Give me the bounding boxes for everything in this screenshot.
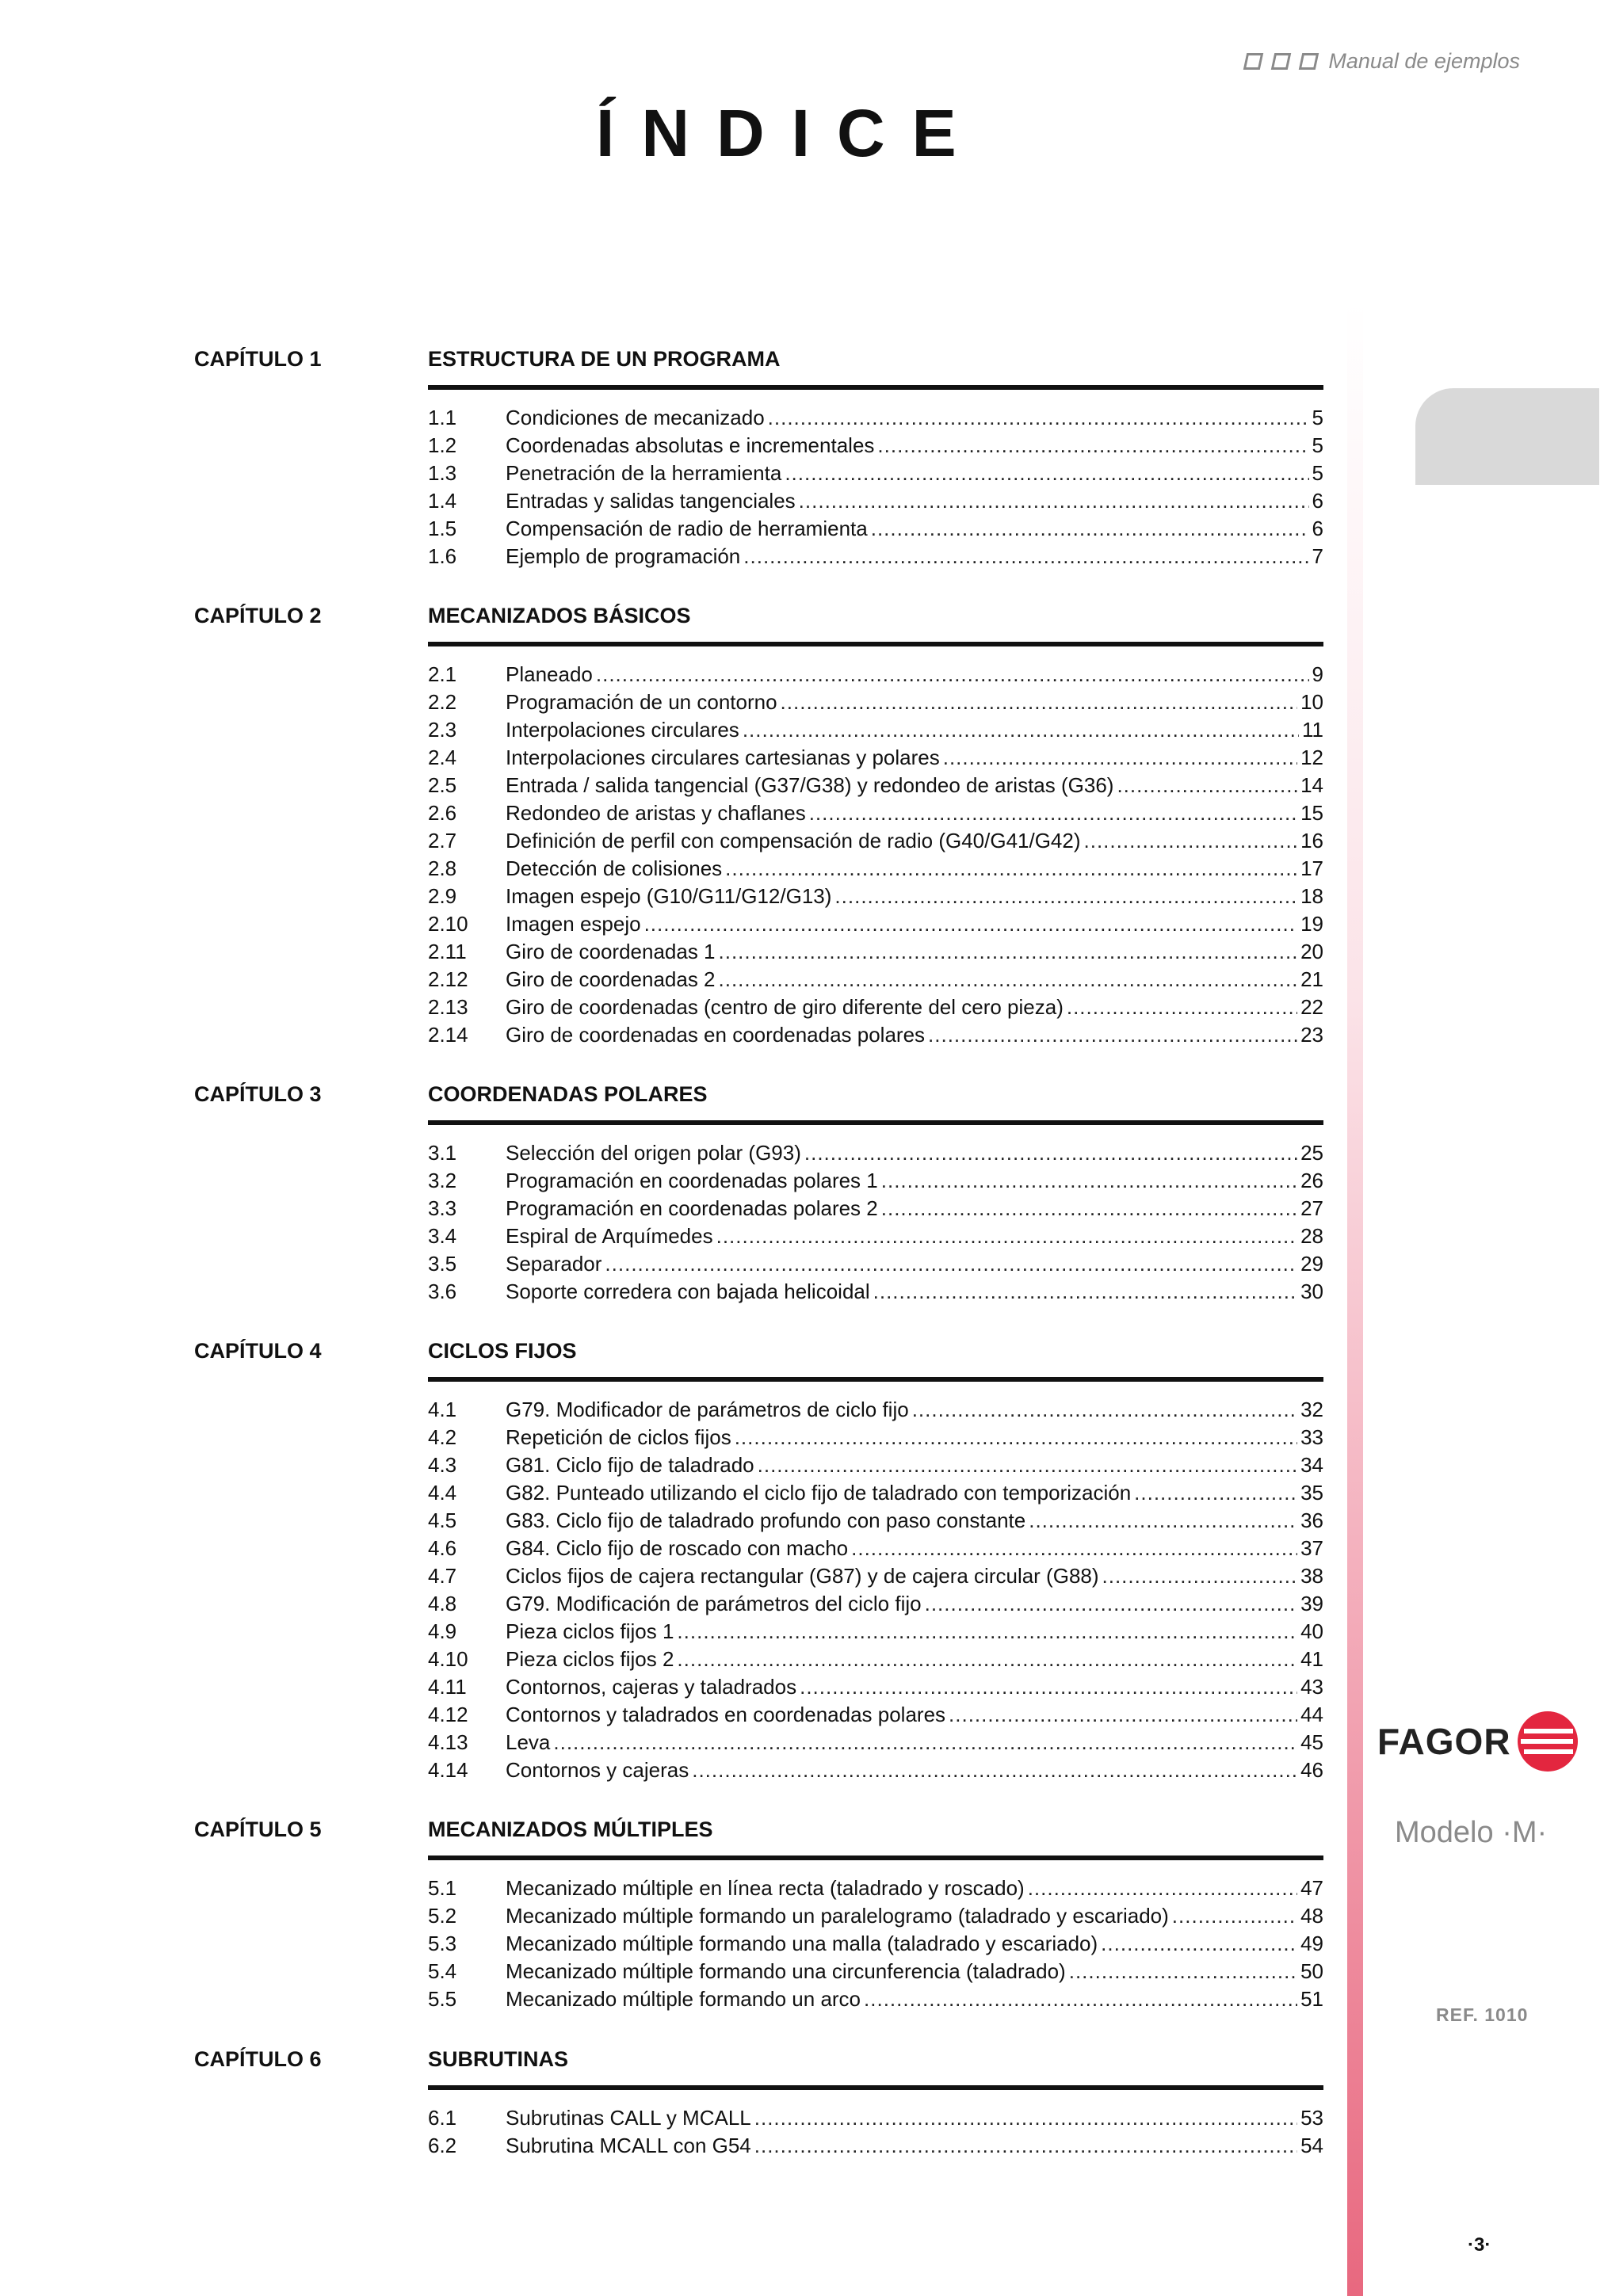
entry-page: 39 <box>1300 1592 1323 1615</box>
entry-title: Separador <box>506 1252 602 1276</box>
square-icon <box>1243 53 1263 70</box>
dot-leader <box>871 515 1309 543</box>
entry-list <box>428 1396 1323 1784</box>
dot-leader <box>1067 994 1297 1021</box>
entry-title: Mecanizado múltiple formando una circunferencia (taladrado) <box>506 1959 1066 1983</box>
entry-page: 14 <box>1300 773 1323 797</box>
entry-title: Giro de coordenadas 2 <box>506 967 716 991</box>
toc-entry[interactable] <box>428 1562 1323 1590</box>
entry-title: Mecanizado múltiple formando un paralelogramo (taladrado y escariado) <box>506 1904 1169 1928</box>
sidebar-gradient-band <box>1347 301 1363 2296</box>
entry-number: 3.6 <box>428 1280 457 1303</box>
toc-entry[interactable] <box>428 1479 1323 1507</box>
entry-page: 6 <box>1312 489 1323 513</box>
dot-leader <box>877 432 1308 460</box>
entry-title: Detección de colisiones <box>506 856 723 880</box>
dot-leader <box>1117 772 1297 799</box>
dot-leader <box>677 1618 1297 1646</box>
entry-page: 50 <box>1300 1959 1323 1983</box>
entry-number: 3.1 <box>428 1141 457 1165</box>
toc-entry[interactable] <box>428 432 1323 460</box>
toc-entry[interactable] <box>428 1507 1323 1535</box>
entry-number: 6.1 <box>428 2106 457 2130</box>
entry-page: 49 <box>1300 1932 1323 1955</box>
entry-page: 44 <box>1300 1703 1323 1726</box>
entry-page: 12 <box>1300 746 1323 769</box>
dot-leader <box>834 883 1297 910</box>
brand-name: FAGOR <box>1377 1721 1511 1762</box>
entry-page: 7 <box>1312 544 1323 568</box>
entry-page: 48 <box>1300 1904 1323 1928</box>
toc-entry[interactable] <box>428 2104 1323 2132</box>
dot-leader <box>873 1278 1297 1306</box>
chapter-label: CAPÍTULO 4 <box>194 1339 322 1363</box>
entry-title: Ciclos fijos de cajera rectangular (G87) y de cajera circular (G88) <box>506 1564 1099 1588</box>
entry-title: Leva <box>506 1730 551 1754</box>
entry-title: Mecanizado múltiple formando un arco <box>506 1987 861 2011</box>
entry-title: Pieza ciclos fijos 1 <box>506 1619 674 1643</box>
page-number: ·3· <box>1468 2234 1491 2256</box>
toc-entry[interactable] <box>428 1424 1323 1451</box>
entry-title: Coordenadas absolutas e incrementales <box>506 433 875 457</box>
entry-title: Pieza ciclos fijos 2 <box>506 1647 674 1671</box>
entry-number: 3.2 <box>428 1169 457 1192</box>
entry-number: 3.5 <box>428 1252 457 1276</box>
entry-page: 9 <box>1312 662 1323 686</box>
entry-number: 4.14 <box>428 1758 468 1782</box>
toc-entry[interactable] <box>428 827 1323 855</box>
entry-title: Imagen espejo <box>506 912 641 936</box>
entry-number: 2.8 <box>428 856 457 880</box>
entry-title: Contornos y taladrados en coordenadas polares <box>506 1703 946 1726</box>
entry-page: 34 <box>1300 1453 1323 1477</box>
entry-number: 2.3 <box>428 718 457 742</box>
dot-leader <box>596 661 1309 688</box>
sidebar-tab <box>1415 388 1599 485</box>
entry-page: 19 <box>1300 912 1323 936</box>
toc-entry[interactable] <box>428 1195 1323 1222</box>
chapter-title: SUBRUTINAS <box>428 2047 569 2071</box>
entry-title: Entrada / salida tangencial (G37/G38) y redondeo de aristas (G36) <box>506 773 1114 797</box>
toc-entry[interactable] <box>428 1902 1323 1930</box>
toc-entry[interactable] <box>428 1278 1323 1306</box>
square-icon <box>1299 53 1319 70</box>
dot-leader <box>799 487 1309 515</box>
entry-number: 4.7 <box>428 1564 457 1588</box>
toc-entry[interactable] <box>428 1451 1323 1479</box>
dot-leader <box>758 1451 1297 1479</box>
manual-header <box>1245 49 1520 74</box>
toc-entry[interactable] <box>428 938 1323 966</box>
entry-title: Redondeo de aristas y chaflanes <box>506 801 806 825</box>
dot-leader <box>754 2132 1297 2160</box>
toc-entry[interactable] <box>428 1618 1323 1646</box>
entry-page: 53 <box>1300 2106 1323 2130</box>
dot-leader <box>743 716 1299 744</box>
entry-list <box>428 1139 1323 1306</box>
entry-page: 54 <box>1300 2134 1323 2157</box>
dot-leader <box>754 2104 1297 2132</box>
entry-title: G79. Modificador de parámetros de ciclo fijo <box>506 1398 909 1421</box>
entry-title: G84. Ciclo fijo de roscado con macho <box>506 1536 849 1560</box>
entry-title: G82. Punteado utilizando el ciclo fijo de taladrado con temporización <box>506 1481 1132 1505</box>
toc-entry[interactable] <box>428 799 1323 827</box>
entry-number: 2.12 <box>428 967 468 991</box>
entry-number: 5.1 <box>428 1876 457 1900</box>
chapter-title: MECANIZADOS BÁSICOS <box>428 604 691 627</box>
entry-title: Giro de coordenadas (centro de giro diferente del cero pieza) <box>506 995 1064 1019</box>
toc-entry[interactable] <box>428 910 1323 938</box>
toc-entry[interactable] <box>428 1590 1323 1618</box>
toc-entry[interactable] <box>428 994 1323 1021</box>
entry-number: 4.12 <box>428 1703 468 1726</box>
entry-page: 16 <box>1300 829 1323 852</box>
entry-list <box>428 661 1323 1049</box>
entry-number: 2.6 <box>428 801 457 825</box>
entry-title: Giro de coordenadas 1 <box>506 940 716 963</box>
chapter-divider <box>428 642 1323 646</box>
dot-leader <box>785 460 1308 487</box>
entry-page: 47 <box>1300 1876 1323 1900</box>
reference-label: REF. 1010 <box>1436 2004 1529 2025</box>
entry-page: 5 <box>1312 461 1323 485</box>
entry-page: 22 <box>1300 995 1323 1019</box>
entry-page: 45 <box>1300 1730 1323 1754</box>
dot-leader <box>912 1396 1297 1424</box>
toc-entry[interactable] <box>428 1701 1323 1729</box>
chapter-title: ESTRUCTURA DE UN PROGRAMA <box>428 347 781 371</box>
toc-entry[interactable] <box>428 1222 1323 1250</box>
toc-entry[interactable] <box>428 966 1323 994</box>
dot-leader <box>949 1701 1297 1729</box>
entry-number: 1.4 <box>428 489 457 513</box>
toc-entry[interactable] <box>428 460 1323 487</box>
chapter-divider <box>428 1120 1323 1125</box>
dot-leader <box>1069 1958 1297 1985</box>
toc-entry[interactable] <box>428 772 1323 799</box>
entry-title: Mecanizado múltiple formando una malla (taladrado y escariado) <box>506 1932 1098 1955</box>
toc-entry[interactable] <box>428 1139 1323 1167</box>
toc-entry[interactable] <box>428 716 1323 744</box>
entry-number: 1.6 <box>428 544 457 568</box>
dot-leader <box>925 1590 1297 1618</box>
entry-list <box>428 404 1323 570</box>
toc-entry[interactable] <box>428 515 1323 543</box>
entry-title: Entradas y salidas tangenciales <box>506 489 796 513</box>
dot-leader <box>800 1673 1297 1701</box>
dot-leader <box>851 1535 1297 1562</box>
chapter-title: MECANIZADOS MÚLTIPLES <box>428 1817 713 1841</box>
entry-title: Espiral de Arquímedes <box>506 1224 713 1248</box>
entry-number: 4.2 <box>428 1425 457 1449</box>
toc-entry[interactable] <box>428 1875 1323 1902</box>
entry-number: 1.5 <box>428 517 457 540</box>
entry-title: Soporte corredera con bajada helicoidal <box>506 1280 870 1303</box>
entry-number: 4.1 <box>428 1398 457 1421</box>
toc-entry[interactable] <box>428 1021 1323 1049</box>
dot-leader <box>864 1985 1297 2013</box>
chapter-label: CAPÍTULO 5 <box>194 1817 322 1841</box>
entry-page: 35 <box>1300 1481 1323 1505</box>
toc-entry[interactable] <box>428 661 1323 688</box>
toc-entry[interactable] <box>428 543 1323 570</box>
entry-number: 4.6 <box>428 1536 457 1560</box>
chapter-label: CAPÍTULO 1 <box>194 347 322 371</box>
toc-entry[interactable] <box>428 1396 1323 1424</box>
entry-page: 10 <box>1300 690 1323 714</box>
entry-number: 4.3 <box>428 1453 457 1477</box>
entry-page: 23 <box>1300 1023 1323 1047</box>
dot-leader <box>743 543 1308 570</box>
dot-leader <box>768 404 1309 432</box>
dot-leader <box>644 910 1298 938</box>
entry-page: 25 <box>1300 1141 1323 1165</box>
entry-number: 4.4 <box>428 1481 457 1505</box>
entry-number: 5.2 <box>428 1904 457 1928</box>
entry-page: 51 <box>1300 1987 1323 2011</box>
toc-entry[interactable] <box>428 744 1323 772</box>
toc-entry[interactable] <box>428 1729 1323 1756</box>
entry-title: Selección del origen polar (G93) <box>506 1141 801 1165</box>
entry-title: Repetición de ciclos fijos <box>506 1425 731 1449</box>
entry-page: 20 <box>1300 940 1323 963</box>
chapter-title: CICLOS FIJOS <box>428 1339 577 1363</box>
chapter-label: CAPÍTULO 3 <box>194 1082 322 1106</box>
toc-entry[interactable] <box>428 487 1323 515</box>
entry-number: 2.7 <box>428 829 457 852</box>
entry-number: 4.13 <box>428 1730 468 1754</box>
dot-leader <box>781 688 1298 716</box>
entry-page: 30 <box>1300 1280 1323 1303</box>
entry-title: Mecanizado múltiple en línea recta (taladrado y roscado) <box>506 1876 1025 1900</box>
entry-title: G79. Modificación de parámetros del ciclo fijo <box>506 1592 922 1615</box>
entry-page: 36 <box>1300 1508 1323 1532</box>
fagor-logo-icon <box>1516 1710 1579 1773</box>
dot-leader <box>1172 1902 1297 1930</box>
entry-title: Imagen espejo (G10/G11/G12/G13) <box>506 884 832 908</box>
entry-page: 15 <box>1300 801 1323 825</box>
toc-entry[interactable] <box>428 883 1323 910</box>
dot-leader <box>719 938 1298 966</box>
entry-number: 5.3 <box>428 1932 457 1955</box>
entry-title: Interpolaciones circulares <box>506 718 739 742</box>
dot-leader <box>881 1167 1297 1195</box>
toc-entry[interactable] <box>428 1673 1323 1701</box>
toc-entry[interactable] <box>428 688 1323 716</box>
dot-leader <box>716 1222 1297 1250</box>
entry-number: 2.10 <box>428 912 468 936</box>
chapter-label: CAPÍTULO 6 <box>194 2047 322 2071</box>
toc-entry[interactable] <box>428 1958 1323 1985</box>
chapter-divider <box>428 2085 1323 2090</box>
square-icon <box>1271 53 1291 70</box>
dot-leader <box>1134 1479 1297 1507</box>
toc-entry[interactable] <box>428 1756 1323 1784</box>
entry-number: 1.2 <box>428 433 457 457</box>
toc-entry[interactable] <box>428 1535 1323 1562</box>
entry-title: Subrutina MCALL con G54 <box>506 2134 751 2157</box>
entry-page: 41 <box>1300 1647 1323 1671</box>
entry-number: 3.3 <box>428 1196 457 1220</box>
entry-list <box>428 1875 1323 2013</box>
entry-number: 2.13 <box>428 995 468 1019</box>
entry-page: 21 <box>1300 967 1323 991</box>
entry-number: 6.2 <box>428 2134 457 2157</box>
dot-leader <box>725 855 1297 883</box>
entry-page: 11 <box>1302 718 1323 742</box>
brand-logo <box>1377 1710 1579 1773</box>
toc-entry[interactable] <box>428 855 1323 883</box>
entry-title: Programación en coordenadas polares 2 <box>506 1196 878 1220</box>
entry-page: 38 <box>1300 1564 1323 1588</box>
entry-page: 18 <box>1300 884 1323 908</box>
dot-leader <box>605 1250 1297 1278</box>
toc-entry[interactable] <box>428 1250 1323 1278</box>
dot-leader <box>1084 827 1298 855</box>
entry-number: 2.11 <box>428 940 467 963</box>
entry-title: Giro de coordenadas en coordenadas polares <box>506 1023 926 1047</box>
toc-entry[interactable] <box>428 1167 1323 1195</box>
entry-title: Penetración de la herramienta <box>506 461 782 485</box>
entry-page: 33 <box>1300 1425 1323 1449</box>
toc-entry[interactable] <box>428 1930 1323 1958</box>
entry-page: 46 <box>1300 1758 1323 1782</box>
entry-title: Ejemplo de programación <box>506 544 741 568</box>
entry-page: 5 <box>1312 406 1323 429</box>
entry-page: 29 <box>1300 1252 1323 1276</box>
dot-leader <box>692 1756 1297 1784</box>
dot-leader <box>928 1021 1297 1049</box>
entry-page: 5 <box>1312 433 1323 457</box>
entry-number: 2.5 <box>428 773 457 797</box>
toc-entry[interactable] <box>428 1646 1323 1673</box>
entry-page: 37 <box>1300 1536 1323 1560</box>
entry-number: 4.9 <box>428 1619 457 1643</box>
entry-number: 5.4 <box>428 1959 457 1983</box>
entry-page: 26 <box>1300 1169 1323 1192</box>
chapter-label: CAPÍTULO 2 <box>194 604 322 627</box>
dot-leader <box>804 1139 1297 1167</box>
dot-leader <box>881 1195 1297 1222</box>
entry-page: 6 <box>1312 517 1323 540</box>
entry-title: Compensación de radio de herramienta <box>506 517 868 540</box>
entry-title: G83. Ciclo fijo de taladrado profundo con paso constante <box>506 1508 1026 1532</box>
entry-title: Interpolaciones circulares cartesianas y polares <box>506 746 940 769</box>
page-title: ÍNDICE <box>596 96 983 170</box>
entry-number: 4.11 <box>428 1675 467 1699</box>
dot-leader <box>553 1729 1297 1756</box>
entry-number: 4.8 <box>428 1592 457 1615</box>
dot-leader <box>719 966 1298 994</box>
toc-entry[interactable] <box>428 2132 1323 2160</box>
entry-title: Programación de un contorno <box>506 690 777 714</box>
dot-leader <box>735 1424 1297 1451</box>
chapter-divider <box>428 1855 1323 1860</box>
entry-title: G81. Ciclo fijo de taladrado <box>506 1453 754 1477</box>
dot-leader <box>1102 1562 1298 1590</box>
entry-number: 2.2 <box>428 690 457 714</box>
entry-number: 4.10 <box>428 1647 468 1671</box>
entry-number: 4.5 <box>428 1508 457 1532</box>
entry-page: 17 <box>1300 856 1323 880</box>
entry-number: 2.4 <box>428 746 457 769</box>
entry-number: 1.1 <box>428 406 457 429</box>
entry-number: 2.1 <box>428 662 457 686</box>
entry-title: Definición de perfil con compensación de radio (G40/G41/G42) <box>506 829 1081 852</box>
dot-leader <box>1028 1875 1297 1902</box>
entry-number: 2.9 <box>428 884 457 908</box>
entry-title: Contornos y cajeras <box>506 1758 689 1782</box>
chapter-title: COORDENADAS POLARES <box>428 1082 708 1106</box>
entry-page: 32 <box>1300 1398 1323 1421</box>
toc-entry[interactable] <box>428 404 1323 432</box>
entry-number: 1.3 <box>428 461 457 485</box>
entry-number: 2.14 <box>428 1023 468 1047</box>
dot-leader <box>677 1646 1297 1673</box>
model-label: Modelo ·M· <box>1395 1816 1548 1849</box>
entry-page: 28 <box>1300 1224 1323 1248</box>
dot-leader <box>1029 1507 1297 1535</box>
dot-leader <box>943 744 1297 772</box>
entry-title: Contornos, cajeras y taladrados <box>506 1675 797 1699</box>
dot-leader <box>1101 1930 1297 1958</box>
entry-title: Programación en coordenadas polares 1 <box>506 1169 878 1192</box>
entry-title: Condiciones de mecanizado <box>506 406 765 429</box>
chapter-divider <box>428 1377 1323 1382</box>
entry-page: 40 <box>1300 1619 1323 1643</box>
chapter-divider <box>428 385 1323 390</box>
entry-list <box>428 2104 1323 2160</box>
toc-entry[interactable] <box>428 1985 1323 2013</box>
entry-title: Planeado <box>506 662 593 686</box>
manual-title: Manual de ejemplos <box>1328 49 1520 73</box>
entry-number: 3.4 <box>428 1224 457 1248</box>
entry-page: 27 <box>1300 1196 1323 1220</box>
dot-leader <box>809 799 1297 827</box>
entry-page: 43 <box>1300 1675 1323 1699</box>
entry-title: Subrutinas CALL y MCALL <box>506 2106 751 2130</box>
entry-number: 5.5 <box>428 1987 457 2011</box>
